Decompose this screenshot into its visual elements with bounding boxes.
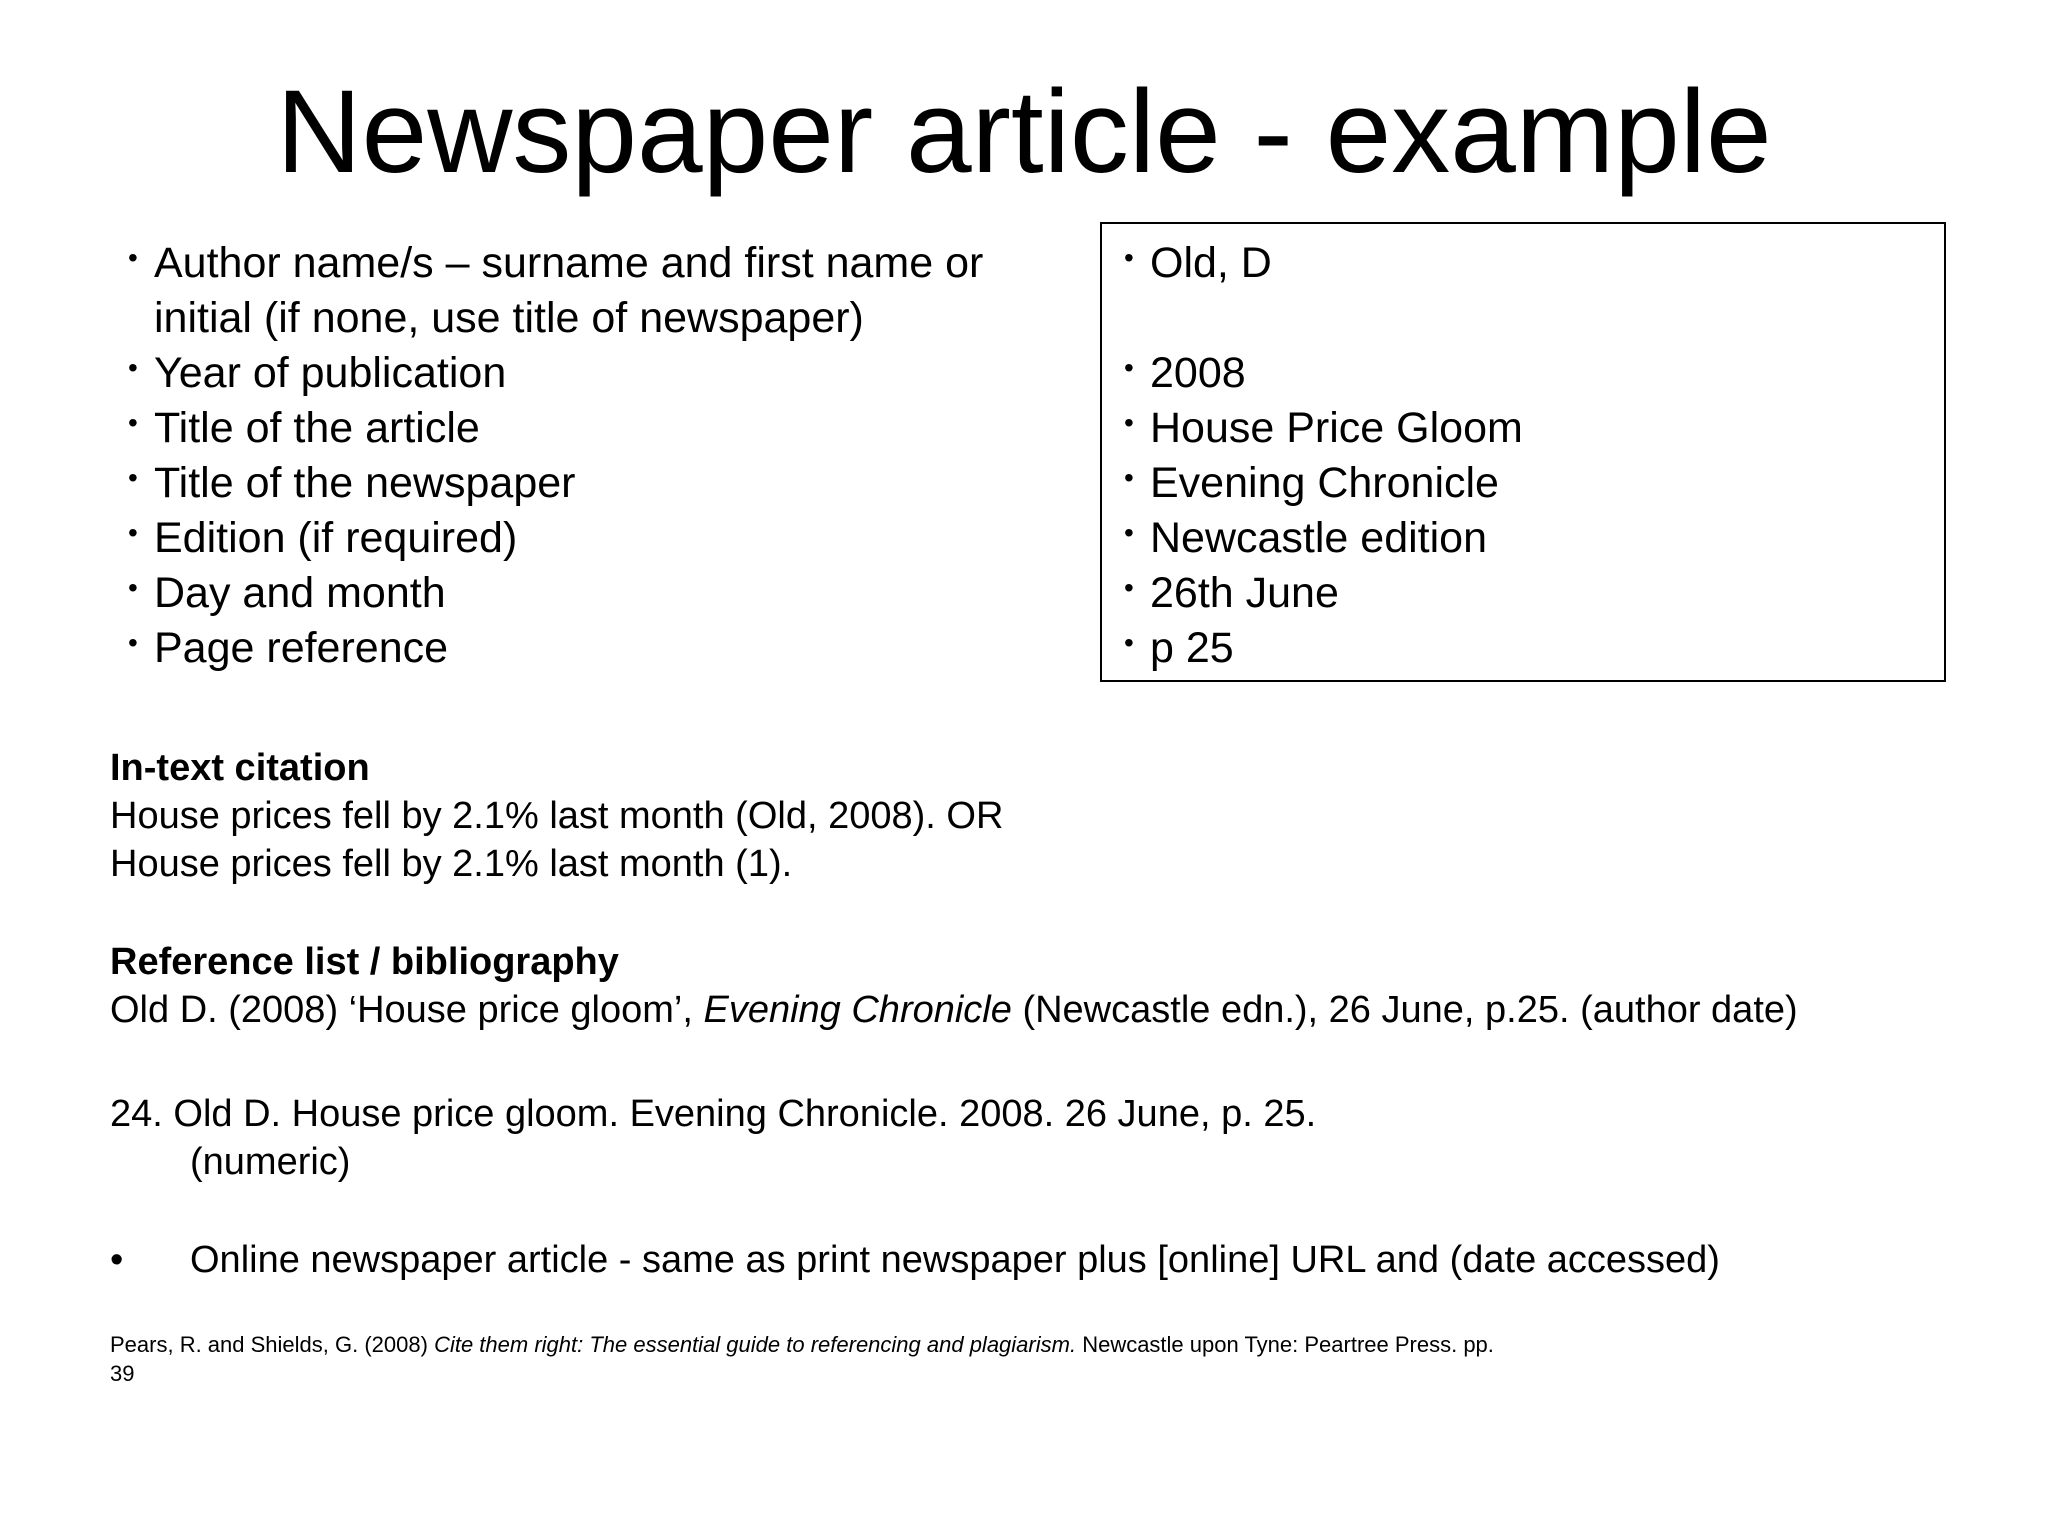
source-citation-start: Pears, R. and Shields, G. (2008) [110,1332,435,1357]
bullet-icon: • [128,407,138,438]
bullet-icon: • [128,627,138,658]
element-item-edition [128,511,1068,566]
bullet-icon: • [1124,407,1134,438]
example-list [1124,236,1924,676]
source-citation-page: 39 [110,1361,135,1386]
reference-author-date-start: Old D. (2008) ‘House price gloom’, [110,989,704,1031]
example-item-page [1124,621,1924,676]
example-value: 26th June [1150,569,1339,617]
bullet-icon: • [128,462,138,493]
element-item-author [128,236,1068,346]
example-value: House Price Gloom [1150,404,1523,452]
example-item-newspaper [1124,456,1924,511]
bullet-icon: • [110,1239,124,1281]
source-citation-end: Newcastle upon Tyne: Peartree Press. pp. [1076,1332,1494,1357]
example-item-author [1124,236,1924,291]
example-item-article-title [1124,401,1924,456]
example-spacer [1124,291,1924,346]
reference-section [110,938,1970,1034]
example-value: Evening Chronicle [1150,459,1499,507]
in-text-citation-heading: In-text citation [110,747,370,789]
bullet-icon: • [1124,517,1134,548]
bullet-icon: • [1124,462,1134,493]
example-item-date [1124,566,1924,621]
element-label: Page reference [154,624,449,672]
bullet-icon: • [128,352,138,383]
example-value: 2008 [1150,349,1246,397]
source-citation-title: Cite them right: The essential guide to referencing and plagiarism. [434,1332,1077,1357]
example-value: p 25 [1150,624,1234,672]
bullet-icon: • [1124,242,1134,273]
example-value: Newcastle edition [1150,514,1488,562]
reference-numeric [110,1090,1910,1186]
element-label: Day and month [154,569,446,617]
element-item-newspaper-title [128,456,1068,511]
bullet-icon: • [1124,627,1134,658]
bullet-icon: • [128,572,138,603]
example-item-year [1124,346,1924,401]
slide-title: Newspaper article - example [276,66,1772,198]
reference-author-date [110,986,1970,1034]
source-citation [110,1330,1650,1388]
bullet-icon: • [128,242,138,273]
reference-heading: Reference list / bibliography [110,941,619,983]
bullet-icon: • [1124,352,1134,383]
element-item-page [128,621,1068,676]
element-label: Title of the newspaper [154,459,576,507]
element-label: Edition (if required) [154,514,518,562]
example-value: Old, D [1150,239,1272,287]
reference-numeric-label: (numeric) [190,1141,351,1183]
reference-numeric-line: 24. Old D. House price gloom. Evening Chronicle. 2008. 26 June, p. 25. [110,1093,1317,1135]
online-note-text: Online newspaper article - same as print newspaper plus [online] URL and (date accessed) [190,1239,1720,1281]
in-text-example-author-date: House prices fell by 2.1% last month (Old, 2008). OR [110,795,1004,837]
reference-author-date-newspaper: Evening Chronicle [703,989,1012,1031]
element-item-article-title [128,401,1068,456]
bullet-icon: • [128,517,138,548]
in-text-citation-section [110,744,1910,888]
element-label: Year of publication [154,349,507,397]
online-note [110,1236,1970,1284]
element-list [128,236,1068,676]
reference-author-date-end: (Newcastle edn.), 26 June, p.25. (author date) [1011,989,1798,1031]
example-item-edition [1124,511,1924,566]
bullet-icon: • [1124,572,1134,603]
element-item-year [128,346,1068,401]
in-text-example-numeric: House prices fell by 2.1% last month (1). [110,843,793,885]
element-label: Title of the article [154,404,480,452]
element-item-day-month [128,566,1068,621]
element-label: Author name/s – surname and first name or initial (if none, use title of newspaper) [154,239,984,342]
